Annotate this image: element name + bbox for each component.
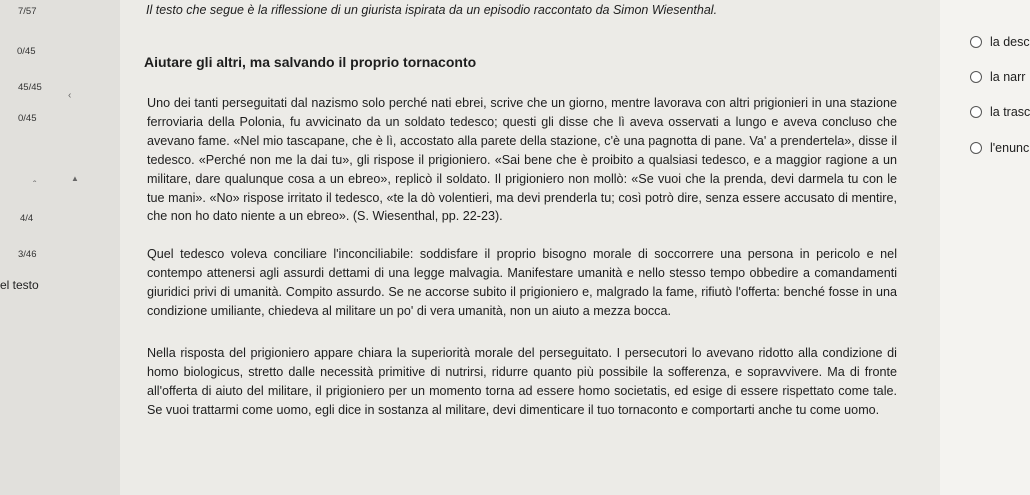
answer-option-2[interactable] xyxy=(970,68,1030,86)
reading-passage xyxy=(120,0,940,495)
passage-paragraph-3: Nella risposta del prigioniero appare chiara la superiorità morale del perseguitato. I persecutori lo avevano ridotto alla condizione di homo biologicus, stretto dalle necessità primitive di nutrirsi, ridurre quanto più possibile la sofferenza, e sopravvivere. Ma di fronte all'offerta di aiuto del militare, il prigioniero per un momento torna ad essere homo societatis, ed esige di essere rispettato come tale. Se vuoi trattarmi come uomo, egli dice in sostanza al militare, devi dimenticare il tuo tornaconto e comportarti anche tu come uomo. xyxy=(147,346,897,417)
score-1[interactable]: 7/57 xyxy=(18,6,37,17)
radio-icon[interactable] xyxy=(970,71,982,83)
triangle-up-icon[interactable]: ▲ xyxy=(71,174,79,183)
answer-option-3[interactable] xyxy=(970,103,1030,121)
passage-title: Aiutare gli altri, ma salvando il proprio tornaconto xyxy=(144,54,477,70)
answer-option-label: la desc xyxy=(990,35,1030,49)
answer-option-4[interactable] xyxy=(970,139,1030,157)
chevron-up-icon[interactable]: ˆ xyxy=(33,180,37,191)
score-4[interactable]: 0/45 xyxy=(18,113,37,124)
passage-paragraph-1: Uno dei tanti perseguitati dal nazismo solo perché nati ebrei, scrive che un giorno, mentre lavorava con altri prigionieri in una stazione ferroviaria della Polonia, fu avvicinato da un soldato tedesco; questi gli disse che lì aveva osservati a lungo e aveva concluso che avevano fame. «Nel mio tascapane, che è lì, accostato alla parete della stazione, c'è una pagnotta di pane. Va' a prendertela», disse il tedesco. «Perché non me la dai tu», gli rispose il prigioniero. «Sai bene che è proibito a qualsiasi tedesco, e a maggior ragione a un militare, dare qualunque cosa a un ebreo», replicò il soldato. Il prigioniero non mollò: «Se vuoi che la prenda, devi darmela tu con le tue mani». «No» rispose irritato il tedesco, «te la dò volentieri, ma devi prenderla tu; così potrò dire, senza essere accusato di mentire, che non ho dato niente a un ebreo». (S. Wiesenthal, pp. 22-23). xyxy=(147,96,897,224)
passage-intro: Il testo che segue è la riflessione di un giurista ispirata da un episodio raccontato da Simon Wiesenthal. xyxy=(146,3,718,17)
score-5[interactable]: 4/4 xyxy=(20,213,34,224)
radio-icon[interactable] xyxy=(970,106,982,118)
question-sidebar xyxy=(0,0,120,495)
passage-paragraph-2: Quel tedesco voleva conciliare l'inconciliabile: soddisfare il proprio bisogno morale di soccorrere una persona in pericolo e nel contempo attenersi agli assurdi dettami di una legge malvagia. Manifestare umanità e nello stesso tempo obbedire a comandamenti giuridici privi di umanità. Compito assurdo. Se ne accorse subito il prigioniero e, malgrado la fame, rifiutò l'offerta: benché fosse in una condizione umiliante, chiedeva al militare un po' di vera umanità, non un aiuto a mezza bocca. xyxy=(147,247,897,318)
answer-option-label: la trasc xyxy=(990,105,1030,119)
radio-icon[interactable] xyxy=(970,142,982,154)
answer-panel xyxy=(940,0,1030,495)
answer-option-label: l'enunc xyxy=(990,141,1030,155)
sidebar-label-testo[interactable]: el testo xyxy=(0,278,39,292)
score-6[interactable]: 3/46 xyxy=(18,249,37,260)
answer-option-1[interactable] xyxy=(970,33,1030,51)
chevron-left-icon[interactable]: ‹ xyxy=(68,90,72,101)
answer-option-label: la narr xyxy=(990,70,1026,84)
radio-icon[interactable] xyxy=(970,36,982,48)
score-3[interactable]: 45/45 xyxy=(18,82,42,93)
score-2[interactable]: 0/45 xyxy=(17,46,36,57)
